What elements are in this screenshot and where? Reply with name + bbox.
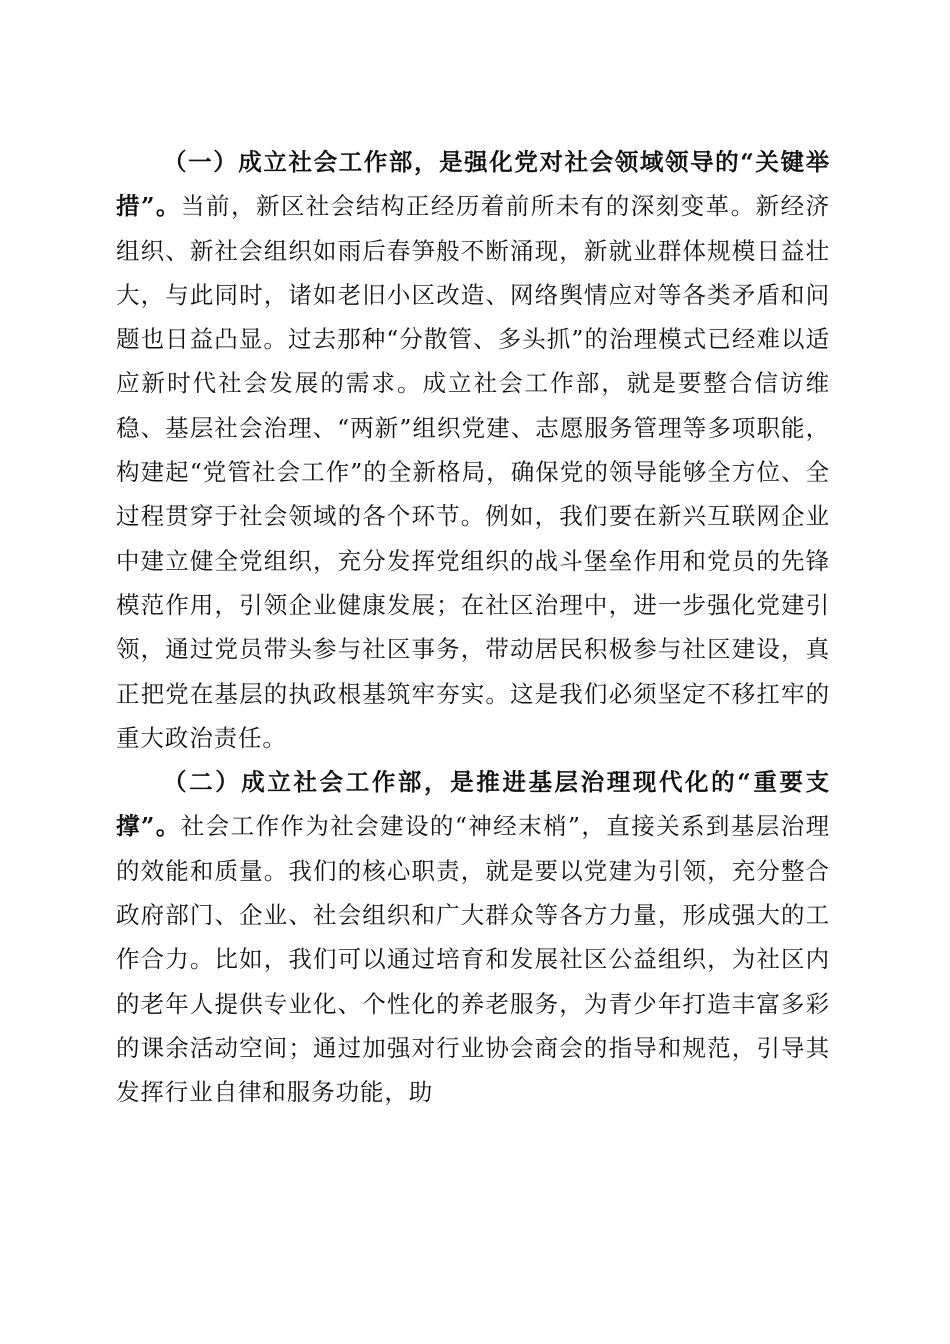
paragraph-1-heading: （一）成立社会工作部，是强化党对社会领域领导的“关键举措”。 bbox=[116, 148, 830, 221]
paragraph-2-heading: （二）成立社会工作部，是推进基层治理现代化的“重要支撑”。 bbox=[116, 768, 830, 841]
paragraph-1 bbox=[116, 140, 830, 760]
paragraph-1-body: 当前，新区社会结构正经历着前所未有的深刻变革。新经济组织、新社会组织如雨后春笋般不断涌现，新就业群体规模日益壮大，与此同时，诸如老旧小区改造、网络舆情应对等各类矛盾和问题也日益凸显。过去那种“分散管、多头抓”的治理模式已经难以适应新时代社会发展的需求。成立社会工作部，就是要整合信访维稳、基层社会治理、“两新”组织党建、志愿服务管理等多项职能，构建起“党管社会工作”的全新格局，确保党的领导能够全方位、全过程贯穿于社会领域的各个环节。例如，我们要在新兴互联网企业中建立健全党组织，充分发挥党组织的战斗堡垒作用和党员的先锋模范作用，引领企业健康发展；在社区治理中，进一步强化党建引领，通过党员带头参与社区事务，带动居民积极参与社区建设，真正把党在基层的执政根基筑牢夯实。这是我们必须坚定不移扛牢的重大政治责任。 bbox=[116, 192, 831, 752]
paragraph-2-body: 社会工作作为社会建设的“神经末梢”，直接关系到基层治理的效能和质量。我们的核心职责，就是要以党建为引领，充分整合政府部门、企业、社会组织和广大群众等各方力量，形成强大的工作合力。比如，我们可以通过培育和发展社区公益组织，为社区内的老年人提供专业化、个性化的养老服务，为青少年打造丰富多彩的课余活动空间；通过加强对行业协会商会的指导和规范，引导其发挥行业自律和服务功能，助 bbox=[116, 812, 830, 1107]
paragraph-2 bbox=[116, 760, 830, 1114]
document-body bbox=[116, 140, 830, 1115]
